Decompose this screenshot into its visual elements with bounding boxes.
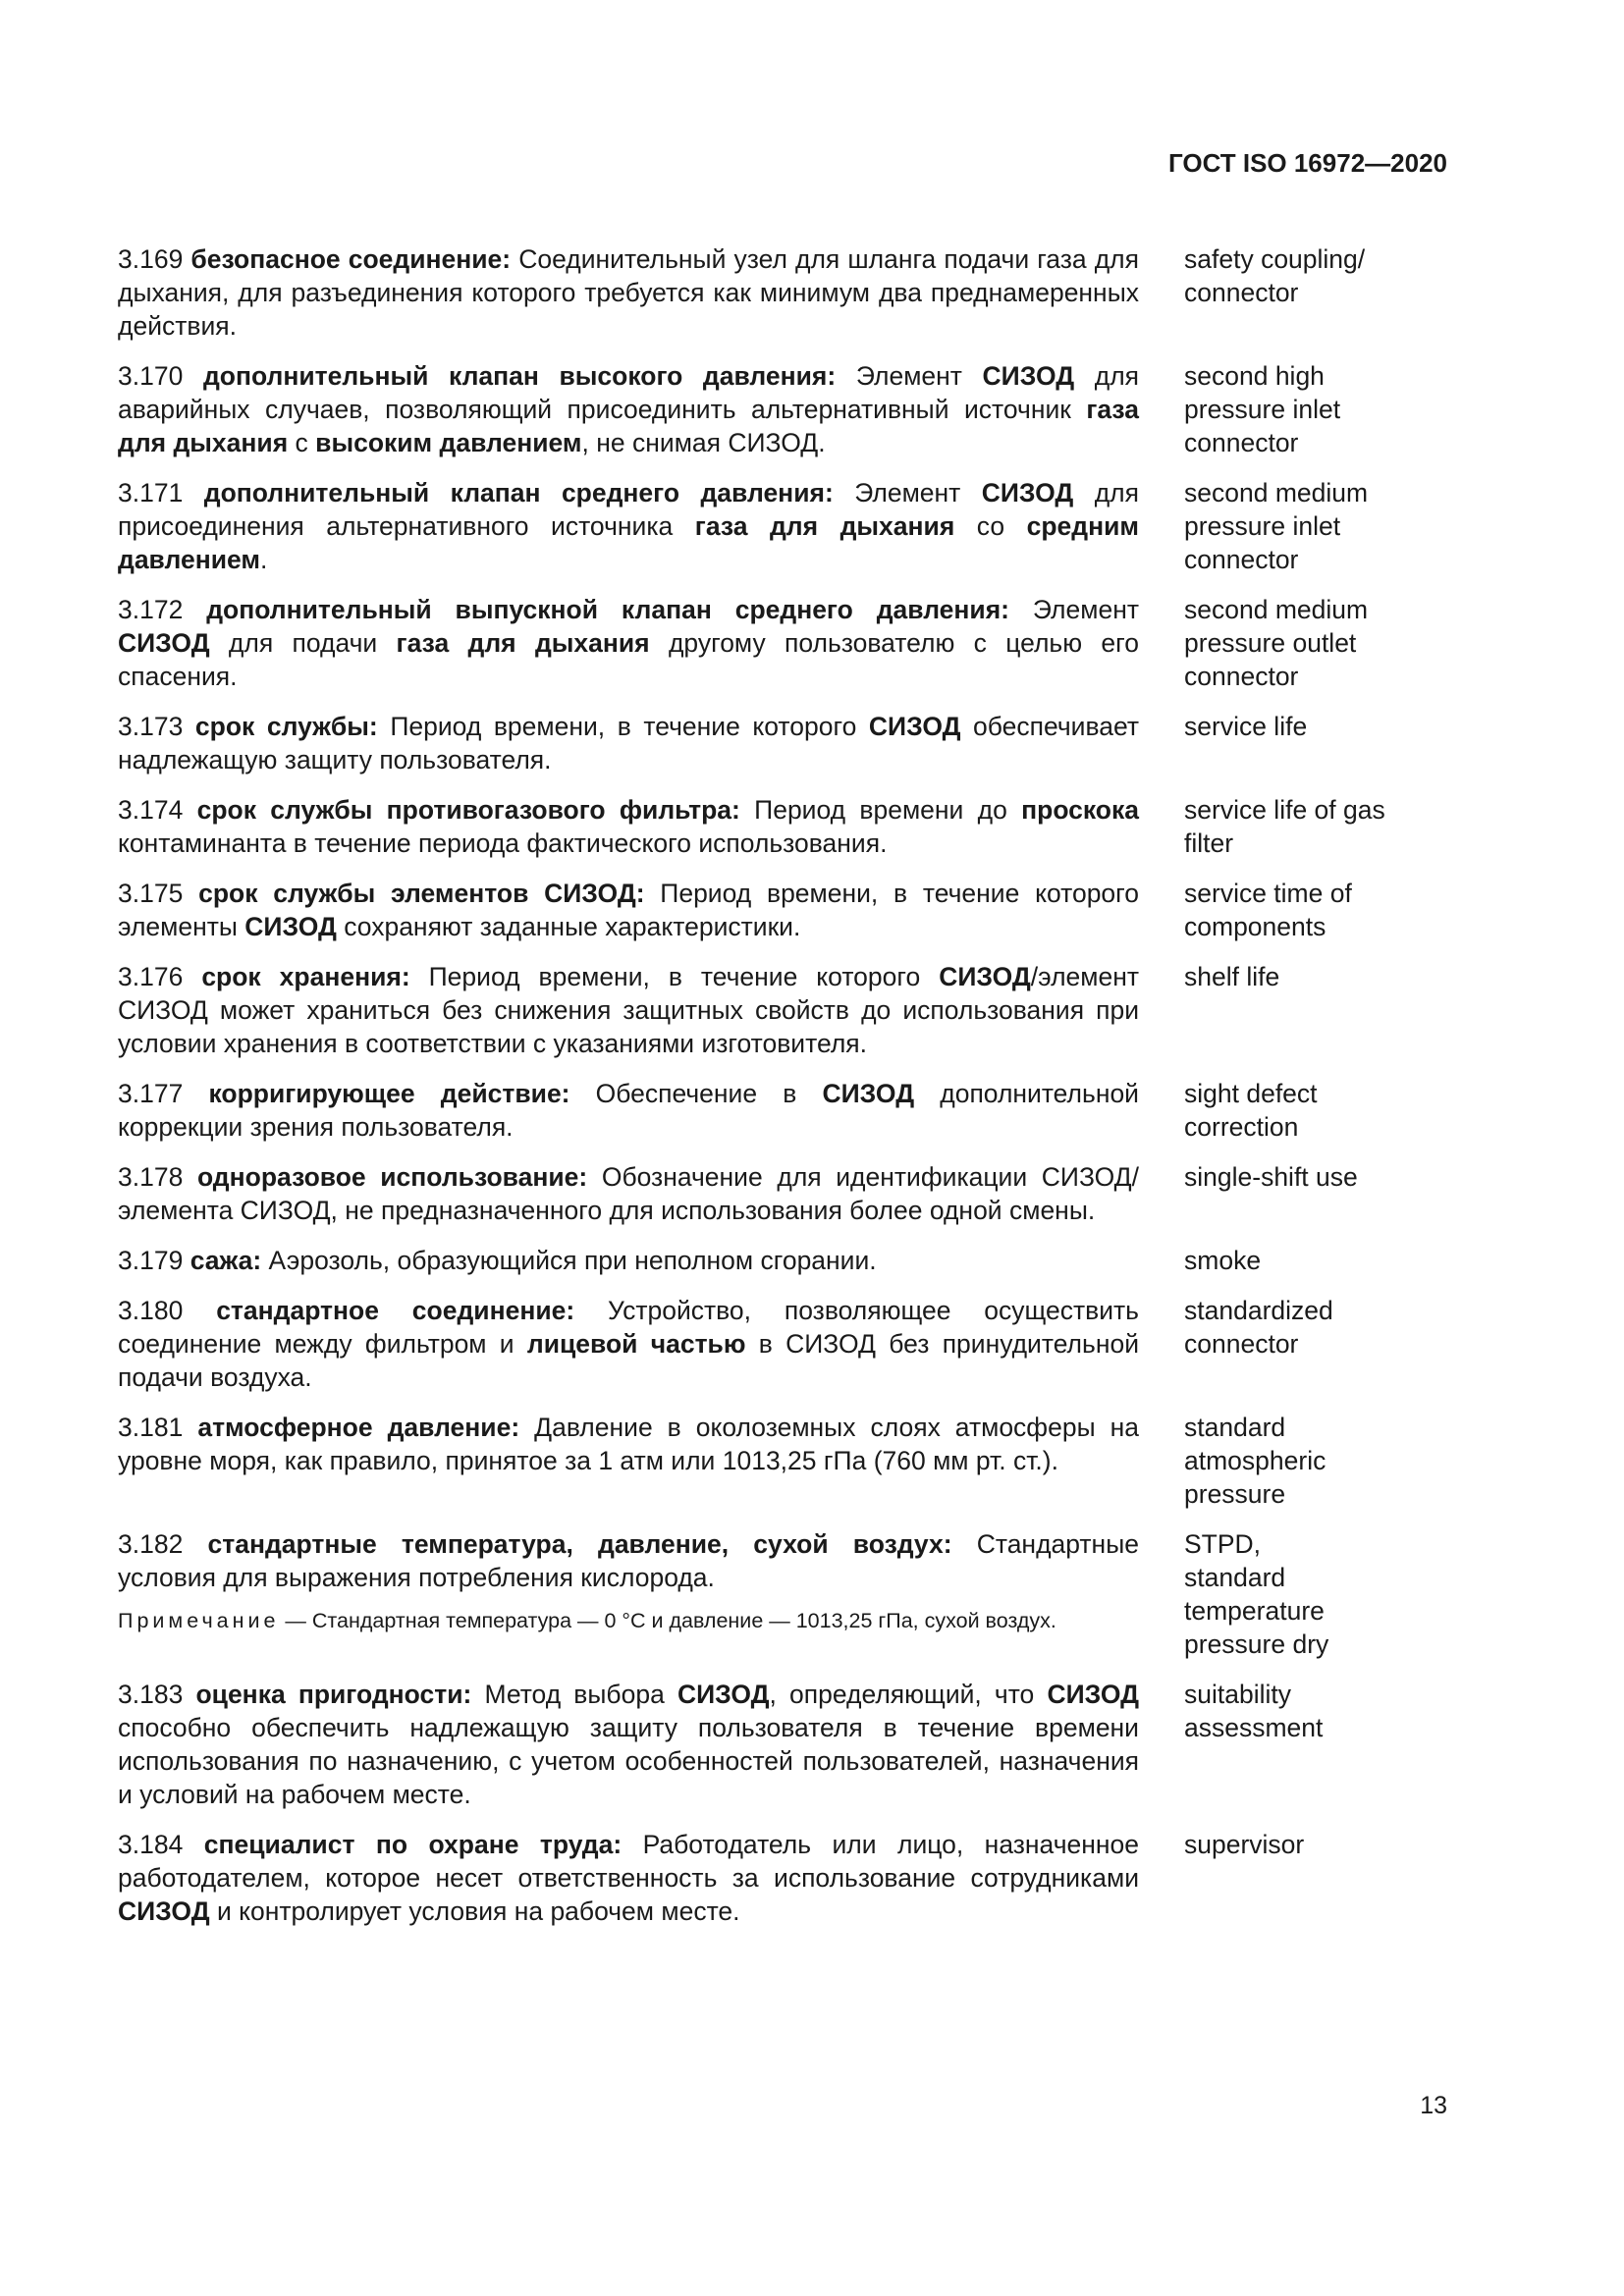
bold-term-text: срок службы элементов СИЗОД: <box>198 879 645 908</box>
bold-term-text: СИЗОД <box>677 1680 770 1709</box>
definition-text: Аэрозоль, образующийся при неполном сгорании. <box>261 1246 877 1275</box>
term-number: 3.174 <box>118 795 184 825</box>
bold-term-text: СИЗОД <box>118 1896 210 1926</box>
english-term-line: temperature <box>1184 1596 1325 1626</box>
definition-text: , определяющий, что <box>769 1680 1048 1709</box>
definition-text: со <box>954 511 1027 541</box>
term-definition-ru <box>118 359 1139 459</box>
english-term-line: connector <box>1184 1329 1299 1359</box>
english-term-line: connector <box>1184 428 1299 457</box>
term-definition-ru <box>118 476 1139 576</box>
english-term-line: assessment <box>1184 1713 1324 1742</box>
english-term-line: connector <box>1184 545 1299 574</box>
english-term-line: service time of <box>1184 879 1352 908</box>
term-definition-ru <box>118 593 1139 693</box>
term-english <box>1184 1828 1447 1861</box>
term-number: 3.181 <box>118 1413 184 1442</box>
term-english <box>1184 1411 1447 1511</box>
english-term-line: connector <box>1184 278 1299 307</box>
page-number: 13 <box>1420 2092 1447 2119</box>
bold-term-text: газа для дыхания <box>118 395 1139 457</box>
bold-term-text: сажа: <box>189 1246 262 1275</box>
definition-text: Работодатель или лицо, назначенное работодателем, которое несет ответственность за использование сотрудниками <box>118 1830 1139 1893</box>
definition-text: Устройство, позволяющее осуществить соединение между фильтром и <box>118 1296 1139 1359</box>
bold-term-text: СИЗОД <box>822 1079 915 1108</box>
term-number: 3.176 <box>118 962 184 991</box>
bold-term-text: СИЗОД <box>1047 1680 1140 1709</box>
definition-text: для аварийных случаев, позволяющий присоединить альтернативный источник <box>118 361 1140 424</box>
term-entry <box>118 710 1447 776</box>
term-entry <box>118 242 1447 343</box>
note-label: Примечание <box>118 1609 280 1632</box>
bold-term-text: СИЗОД <box>868 712 961 741</box>
term-english <box>1184 1077 1447 1144</box>
term-english <box>1184 1244 1447 1277</box>
term-entry <box>118 960 1447 1060</box>
definition-text: с <box>288 428 316 457</box>
term-entry <box>118 1527 1447 1661</box>
english-term-line: suitability <box>1184 1680 1291 1709</box>
bold-term-text: проскока <box>1021 795 1139 825</box>
bold-term-text: СИЗОД <box>118 628 210 658</box>
definition-text: Обозначение для идентификации СИЗОД/элемента СИЗОД, не предназначенного для использования более одной смены. <box>118 1162 1139 1225</box>
english-term-line: correction <box>1184 1112 1299 1142</box>
english-term-line: single-shift use <box>1184 1162 1358 1192</box>
term-number: 3.178 <box>118 1162 184 1192</box>
term-entry <box>118 1160 1447 1227</box>
english-term-line: second medium <box>1184 595 1369 624</box>
term-definition-ru <box>118 710 1139 776</box>
definition-text: другому пользователю с целью его спасения. <box>118 628 1139 691</box>
definition-text: и контролирует условия на рабочем месте. <box>209 1896 740 1926</box>
term-number: 3.184 <box>118 1830 184 1859</box>
term-number: 3.180 <box>118 1296 184 1325</box>
bold-term-text: одноразовое использование: <box>196 1162 588 1192</box>
term-definition-ru <box>118 793 1139 860</box>
definition-text: сохраняют заданные характеристики. <box>336 912 801 941</box>
definition-text: дополнительной коррекции зрения пользователя. <box>118 1079 1139 1142</box>
definition-text: в СИЗОД без принудительной подачи воздуха. <box>118 1329 1139 1392</box>
term-entry <box>118 1077 1447 1144</box>
term-entry <box>118 1411 1447 1511</box>
definition-text: Метод выбора <box>471 1680 677 1709</box>
bold-term-text: дополнительный клапан среднего давления: <box>203 478 834 507</box>
term-number: 3.179 <box>118 1246 184 1275</box>
english-term-line: STPD, <box>1184 1529 1262 1559</box>
term-definition-ru <box>118 1244 1139 1277</box>
note-text: — Стандартная температура — 0 °С и давление — 1013,25 гПа, сухой воздух. <box>279 1609 1056 1632</box>
bold-term-text: газа для дыхания <box>694 511 955 541</box>
definition-text: Период времени, в течение которого <box>377 712 869 741</box>
bold-term-text: газа для дыхания <box>396 628 650 658</box>
english-term-line: safety coupling/ <box>1184 244 1366 274</box>
english-term-line: pressure outlet <box>1184 628 1357 658</box>
term-definition-ru <box>118 1527 1139 1635</box>
bold-term-text: корригирующее действие: <box>208 1079 570 1108</box>
term-english <box>1184 710 1447 743</box>
definition-text: для подачи <box>209 628 397 658</box>
bold-term-text: СИЗОД <box>982 361 1075 391</box>
definition-text: Период времени, в течение которого <box>409 962 940 991</box>
term-entry <box>118 1828 1447 1928</box>
term-entry <box>118 877 1447 943</box>
term-english <box>1184 877 1447 943</box>
definition-text: /элемент СИЗОД может храниться без снижения защитных свойств до использования при условии хранения в соответствии с указаниями изготовителя. <box>118 962 1139 1058</box>
term-entry <box>118 476 1447 576</box>
term-definition-ru <box>118 1828 1139 1928</box>
definition-text: Период времени до <box>739 795 1022 825</box>
bold-term-text: специалист по охране труда: <box>203 1830 623 1859</box>
english-term-line: pressure inlet <box>1184 511 1341 541</box>
term-english <box>1184 476 1447 576</box>
term-definition-ru <box>118 1077 1139 1144</box>
term-number: 3.170 <box>118 361 184 391</box>
bold-term-text: СИЗОД <box>244 912 337 941</box>
bold-term-text: срок службы противогазового фильтра: <box>196 795 740 825</box>
definition-text: , не снимая СИЗОД. <box>581 428 826 457</box>
bold-term-text: стандартные температура, давление, сухой воздух: <box>207 1529 952 1559</box>
term-definition-ru <box>118 1411 1139 1477</box>
term-note <box>118 1606 1139 1635</box>
term-english <box>1184 593 1447 693</box>
term-number: 3.183 <box>118 1680 184 1709</box>
term-number: 3.169 <box>118 244 184 274</box>
definition-text: Стандартные условия для выражения потребления кислорода. <box>118 1529 1139 1592</box>
terms-list <box>118 242 1447 1945</box>
definition-text: Элемент <box>1009 595 1139 624</box>
term-number: 3.172 <box>118 595 184 624</box>
english-term-line: smoke <box>1184 1246 1262 1275</box>
bold-term-text: средним давлением <box>118 511 1139 574</box>
english-term-line: pressure <box>1184 1479 1286 1509</box>
bold-term-text: оценка пригодности: <box>195 1680 472 1709</box>
definition-text: способно обеспечить надлежащую защиту пользователя в течение времени использования по назначению, с учетом особенностей пользователей, назначения и условий на рабочем месте. <box>118 1713 1139 1809</box>
english-term-line: supervisor <box>1184 1830 1305 1859</box>
bold-term-text: срок хранения: <box>201 962 410 991</box>
term-entry <box>118 1678 1447 1811</box>
term-english <box>1184 960 1447 993</box>
bold-term-text: безопасное соединение: <box>190 244 512 274</box>
definition-text: Период времени, в течение которого элементы <box>118 879 1139 941</box>
bold-term-text: дополнительный выпускной клапан среднего давления: <box>206 595 1009 624</box>
term-english <box>1184 242 1447 309</box>
term-definition-ru <box>118 1678 1139 1811</box>
definition-text: Соединительный узел для шланга подачи газа для дыхания, для разъединения которого требуется как минимум два преднамеренных действия. <box>118 244 1139 341</box>
term-english <box>1184 359 1447 459</box>
english-term-line: pressure dry <box>1184 1629 1329 1659</box>
definition-text: контаминанта в течение периода фактического использования. <box>118 828 888 858</box>
term-number: 3.173 <box>118 712 184 741</box>
term-number: 3.175 <box>118 879 184 908</box>
english-term-line: standard <box>1184 1413 1286 1442</box>
english-term-line: pressure inlet <box>1184 395 1341 424</box>
english-term-line: connector <box>1184 662 1299 691</box>
term-entry <box>118 1244 1447 1277</box>
english-term-line: standard <box>1184 1563 1286 1592</box>
term-number: 3.177 <box>118 1079 184 1108</box>
term-definition-ru <box>118 242 1139 343</box>
bold-term-text: СИЗОД <box>939 962 1031 991</box>
term-english <box>1184 1678 1447 1744</box>
english-term-line: standardized <box>1184 1296 1333 1325</box>
term-entry <box>118 359 1447 459</box>
bold-term-text: СИЗОД <box>981 478 1074 507</box>
english-term-line: filter <box>1184 828 1234 858</box>
term-definition-ru <box>118 1160 1139 1227</box>
bold-term-text: лицевой частью <box>526 1329 746 1359</box>
term-english <box>1184 1160 1447 1194</box>
bold-term-text: дополнительный клапан высокого давления: <box>202 361 837 391</box>
document-code-header: ГОСТ ISO 16972—2020 <box>1167 148 1447 178</box>
english-term-line: second high <box>1184 361 1325 391</box>
bold-term-text: стандартное соединение: <box>216 1296 575 1325</box>
english-term-line: service life <box>1184 712 1308 741</box>
definition-text: Давление в околоземных слоях атмосферы на уровне моря, как правило, принятое за 1 атм или 1013,25 гПа (760 мм рт. ст.). <box>118 1413 1139 1475</box>
term-english <box>1184 793 1447 860</box>
english-term-line: service life of gas <box>1184 795 1385 825</box>
english-term-line: second medium <box>1184 478 1369 507</box>
english-term-line: shelf life <box>1184 962 1280 991</box>
term-entry <box>118 1294 1447 1394</box>
definition-text: Элемент <box>833 478 982 507</box>
term-definition-ru <box>118 1294 1139 1394</box>
bold-term-text: срок службы: <box>194 712 378 741</box>
english-term-line: sight defect <box>1184 1079 1318 1108</box>
definition-text: Элемент <box>836 361 983 391</box>
term-definition-ru <box>118 960 1139 1060</box>
english-term-line: atmospheric <box>1184 1446 1326 1475</box>
term-english <box>1184 1294 1447 1361</box>
definition-text: Обеспечение в <box>569 1079 823 1108</box>
definition-text: . <box>260 545 268 574</box>
bold-term-text: высоким давлением <box>315 428 582 457</box>
term-number: 3.171 <box>118 478 184 507</box>
definition-text: обеспечивает надлежащую защиту пользователя. <box>118 712 1139 774</box>
term-entry <box>118 793 1447 860</box>
definition-text: для присоединения альтернативного источника <box>118 478 1139 541</box>
term-english <box>1184 1527 1447 1661</box>
term-definition-ru <box>118 877 1139 943</box>
term-entry <box>118 593 1447 693</box>
english-term-line: components <box>1184 912 1326 941</box>
bold-term-text: атмосферное давление: <box>197 1413 520 1442</box>
term-number: 3.182 <box>118 1529 184 1559</box>
